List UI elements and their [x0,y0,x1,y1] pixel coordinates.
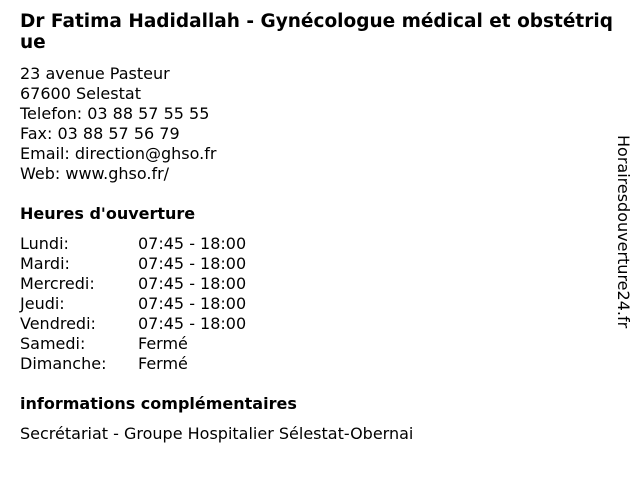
email-address: Email: direction@ghso.fr [20,144,217,163]
day-label: Vendredi: [20,314,96,333]
day-label: Dimanche: [20,354,107,373]
day-hours: 07:45 - 18:00 [138,274,247,293]
page-title: Dr Fatima Hadidallah - Gynécologue médical et obstétrique [20,11,613,53]
site-watermark: Horairesdouverture24.fr [614,135,633,329]
day-label: Mardi: [20,254,70,273]
address-street: 23 avenue Pasteur [20,64,170,83]
day-hours: 07:45 - 18:00 [138,314,247,333]
day-label: Mercredi: [20,274,95,293]
day-hours: Fermé [138,334,188,353]
info-text: Secrétariat - Groupe Hospitalier Sélestat-Obernai [20,424,414,443]
day-hours: 07:45 - 18:00 [138,294,247,313]
website: Web: www.ghso.fr/ [20,164,170,183]
hours-heading: Heures d'ouverture [20,204,196,223]
day-label: Jeudi: [20,294,65,313]
phone-number: Telefon: 03 88 57 55 55 [20,104,210,123]
contact-block [20,64,216,184]
day-label: Samedi: [20,334,86,353]
day-hours: 07:45 - 18:00 [138,254,247,273]
day-hours: 07:45 - 18:00 [138,234,247,253]
fax-number: Fax: 03 88 57 56 79 [20,124,180,143]
info-heading: informations complémentaires [20,394,297,413]
day-hours: Fermé [138,354,188,373]
day-label: Lundi: [20,234,69,253]
address-city: 67600 Selestat [20,84,141,103]
